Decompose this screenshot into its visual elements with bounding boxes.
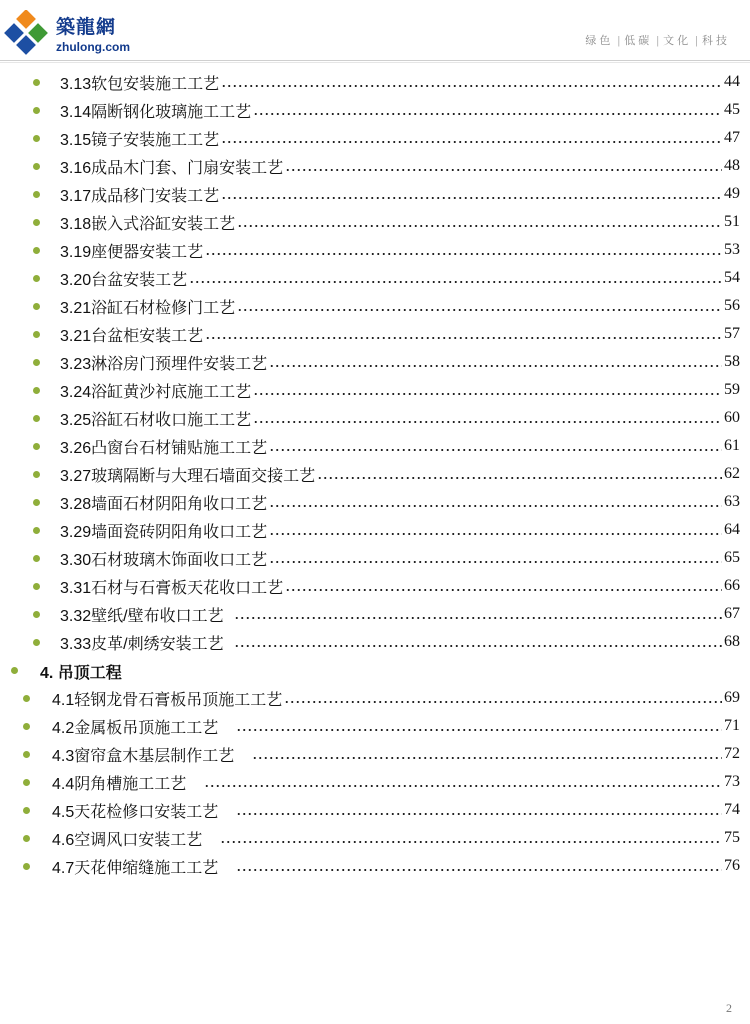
toc-entry-title: 4.7天花伸缩缝施工工艺 [52, 859, 219, 877]
toc-entry[interactable] [60, 348, 740, 376]
dot-leader [269, 548, 722, 568]
toc-entry-page: 53 [724, 241, 740, 258]
toc-entry[interactable] [60, 124, 740, 152]
toc-entry-title: 3.19座便器安装工艺 [60, 243, 204, 261]
toc-entry-title: 3.21台盆柜安装工艺 [60, 327, 204, 345]
toc-entry-title: 3.24浴缸黄沙衬底施工工艺 [60, 383, 252, 401]
toc-entry-page: 72 [724, 745, 740, 762]
bullet-icon [33, 107, 40, 114]
dot-leader [269, 352, 722, 372]
dot-leader [221, 72, 722, 92]
dot-leader [236, 716, 722, 736]
page-header [0, 0, 750, 60]
bullet-icon [23, 779, 30, 786]
toc-entry-page: 68 [724, 633, 740, 650]
dot-leader [236, 856, 722, 876]
toc-entry-title: 3.23淋浴房门预埋件安装工艺 [60, 355, 268, 373]
page-number: 2 [726, 1001, 732, 1015]
dot-leader [269, 492, 722, 512]
toc-entry-title: 3.20台盆安装工艺 [60, 271, 188, 289]
toc-entry[interactable] [60, 432, 740, 460]
toc-entry-title: 3.27玻璃隔断与大理石墙面交接工艺 [60, 467, 316, 485]
toc-entry-page: 48 [724, 157, 740, 174]
toc-entry-title: 4.2金属板吊顶施工工艺 [52, 719, 219, 737]
toc-entry-page: 66 [724, 577, 740, 594]
dot-leader [252, 744, 722, 764]
toc-entry-title: 3.15镜子安装施工工艺 [60, 131, 220, 149]
toc-entry-title: 3.21浴缸石材检修门工艺 [60, 299, 236, 317]
bullet-icon [33, 219, 40, 226]
bullet-icon [33, 611, 40, 618]
toc-entry[interactable] [60, 460, 740, 488]
toc-entry-title: 3.32壁纸/壁布收口工艺 [60, 607, 224, 625]
bullet-icon [23, 807, 30, 814]
bullet-icon [33, 555, 40, 562]
bullet-icon [33, 471, 40, 478]
dot-leader [285, 576, 722, 596]
toc-entry-page: 47 [724, 129, 740, 146]
bullet-icon [33, 247, 40, 254]
toc-entry-page: 67 [724, 605, 740, 622]
bullet-icon [33, 583, 40, 590]
dot-leader [253, 380, 722, 400]
toc-entry[interactable] [60, 404, 740, 432]
header-divider-secondary [0, 62, 750, 63]
toc-entry-title: 3.30石材玻璃木饰面收口工艺 [60, 551, 268, 569]
toc-entry[interactable] [60, 376, 740, 404]
toc-entry[interactable] [60, 68, 740, 96]
dot-leader [285, 156, 722, 176]
slogan-divider: | [695, 35, 698, 47]
toc-entry-title: 4.1轻钢龙骨石膏板吊顶施工工艺 [52, 691, 283, 709]
toc-entry-title: 4.5天花检修口安装工艺 [52, 803, 219, 821]
toc-entry[interactable] [52, 684, 740, 712]
toc-entry-title: 3.31石材与石膏板天花收口工艺 [60, 579, 284, 597]
toc-entry[interactable] [52, 712, 740, 740]
toc-entry-page: 49 [724, 185, 740, 202]
logo-domain-text: zhulong.com [56, 40, 130, 54]
bullet-icon [23, 863, 30, 870]
logo-chinese-text: 築龍網 [56, 16, 117, 38]
dot-leader [237, 296, 722, 316]
dot-leader [205, 324, 722, 344]
toc-entry[interactable] [60, 488, 740, 516]
slogan-word: 文化 [663, 35, 692, 47]
slogan-word: 低碳 [624, 35, 653, 47]
toc-entry-page: 76 [724, 857, 740, 874]
bullet-icon [33, 415, 40, 422]
bullet-icon [33, 135, 40, 142]
toc-entry-page: 56 [724, 297, 740, 314]
toc-entry[interactable] [52, 852, 740, 880]
bullet-icon [33, 191, 40, 198]
dot-leader [234, 632, 722, 652]
toc-entry-page: 71 [724, 717, 740, 734]
slogan-word: 科技 [702, 35, 730, 47]
toc-entry-page: 69 [724, 689, 740, 706]
toc-entry-page: 75 [724, 829, 740, 846]
dot-leader [221, 184, 722, 204]
toc-entry[interactable] [52, 740, 740, 768]
toc-entry[interactable] [60, 180, 740, 208]
bullet-icon [33, 527, 40, 534]
bullet-icon [33, 79, 40, 86]
bullet-icon [33, 639, 40, 646]
toc-entry-title: 4.3窗帘盒木基层制作工艺 [52, 747, 235, 765]
toc-entry-title: 4.4阴角槽施工工艺 [52, 775, 187, 793]
dot-leader [317, 464, 722, 484]
toc-entry[interactable] [52, 768, 740, 796]
dot-leader [253, 100, 722, 120]
dot-leader [253, 408, 722, 428]
header-slogan [585, 32, 730, 48]
dot-leader [234, 604, 722, 624]
bullet-icon [33, 359, 40, 366]
toc-entry-page: 61 [724, 437, 740, 454]
dot-leader [189, 268, 722, 288]
toc-entry-title: 3.28墙面石材阴阳角收口工艺 [60, 495, 268, 513]
bullet-icon [23, 695, 30, 702]
bullet-icon [33, 443, 40, 450]
bullet-icon [11, 667, 18, 674]
toc-entry-title: 3.26凸窗台石材铺贴施工工艺 [60, 439, 268, 457]
dot-leader [205, 240, 722, 260]
toc-entry[interactable] [60, 572, 740, 600]
toc-entry-page: 58 [724, 353, 740, 370]
dot-leader [204, 772, 722, 792]
toc-entry[interactable] [52, 796, 740, 824]
dot-leader [221, 128, 722, 148]
toc-entry[interactable] [60, 96, 740, 124]
toc-entry[interactable] [60, 516, 740, 544]
toc-entry-page: 73 [724, 773, 740, 790]
bullet-icon [33, 163, 40, 170]
dot-leader [236, 800, 722, 820]
bullet-icon [23, 723, 30, 730]
bullet-icon [33, 331, 40, 338]
toc-entry[interactable] [60, 600, 740, 628]
toc-entry-title: 3.18嵌入式浴缸安装工艺 [60, 215, 236, 233]
bullet-icon [33, 387, 40, 394]
slogan-word: 绿色 [585, 35, 614, 47]
toc-entry-page: 51 [724, 213, 740, 230]
bullet-icon [33, 275, 40, 282]
toc-entry-page: 54 [724, 269, 740, 286]
toc-entry[interactable] [60, 208, 740, 236]
bullet-icon [33, 303, 40, 310]
dot-leader [269, 436, 722, 456]
toc-entry-page: 63 [724, 493, 740, 510]
section-heading[interactable]: 4. 吊顶工程 [40, 665, 122, 682]
bullet-icon [33, 499, 40, 506]
toc-entry-title: 3.14隔断钢化玻璃施工工艺 [60, 103, 252, 121]
toc-entry-page: 44 [724, 73, 740, 90]
bullet-icon [23, 751, 30, 758]
toc-entry-page: 59 [724, 381, 740, 398]
toc-entry-title: 3.16成品木门套、门扇安装工艺 [60, 159, 284, 177]
zhulong-logo[interactable] [4, 6, 144, 58]
toc-entry-page: 74 [724, 801, 740, 818]
bullet-icon [23, 835, 30, 842]
toc-entry-title: 3.17成品移门安装工艺 [60, 187, 220, 205]
toc-entry-title: 3.25浴缸石材收口施工工艺 [60, 411, 252, 429]
toc-entry-page: 57 [724, 325, 740, 342]
toc-entry-page: 65 [724, 549, 740, 566]
slogan-divider: | [656, 35, 660, 47]
toc-entry[interactable] [60, 292, 740, 320]
toc-entry[interactable] [60, 320, 740, 348]
toc-entry[interactable] [60, 152, 740, 180]
toc-entry[interactable] [60, 628, 740, 656]
toc-entry-page: 62 [724, 465, 740, 482]
dot-leader [220, 828, 722, 848]
toc-entry[interactable] [60, 236, 740, 264]
toc-entry-title: 3.13软包安装施工工艺 [60, 75, 220, 93]
toc-entry[interactable] [60, 264, 740, 292]
slogan-divider: | [617, 35, 621, 47]
toc-entry-page: 60 [724, 409, 740, 426]
toc-entry[interactable] [60, 544, 740, 572]
dot-leader [237, 212, 722, 232]
logo-mark-icon [4, 10, 52, 58]
toc-entry-page: 64 [724, 521, 740, 538]
dot-leader [269, 520, 722, 540]
toc-entry-page: 45 [724, 101, 740, 118]
header-divider [0, 60, 750, 61]
toc-entry-title: 4.6空调风口安装工艺 [52, 831, 203, 849]
dot-leader [284, 688, 722, 708]
toc-entry-title: 3.33皮革/刺绣安装工艺 [60, 635, 224, 653]
toc-entry-title: 3.29墙面瓷砖阴阳角收口工艺 [60, 523, 268, 541]
toc-entry[interactable] [52, 824, 740, 852]
